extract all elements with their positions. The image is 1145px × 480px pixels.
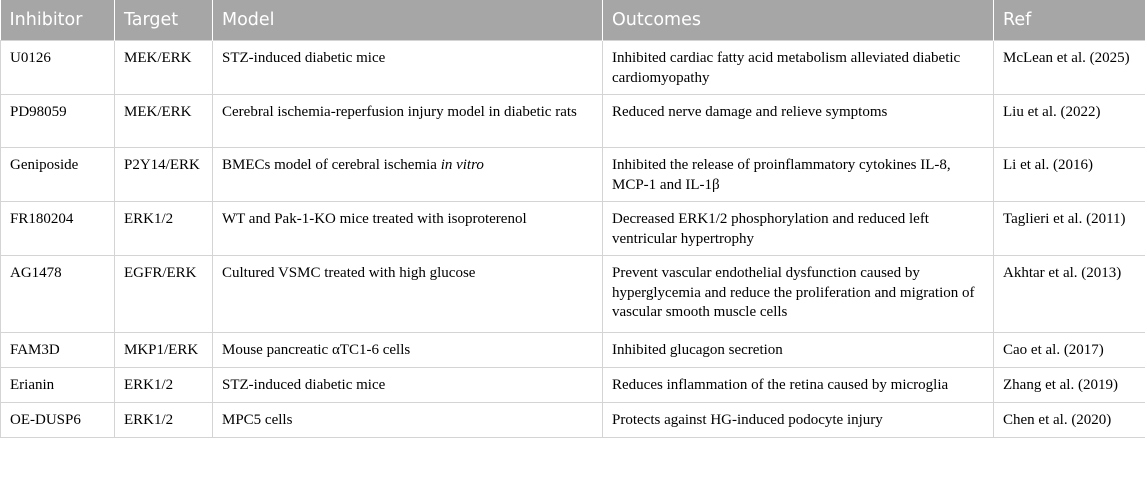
cell-ref: McLean et al. (2025) — [994, 41, 1145, 95]
cell-target: ERK1/2 — [115, 368, 213, 403]
cell-target: EGFR/ERK — [115, 256, 213, 333]
table-body — [1, 41, 1145, 438]
cell-ref: Chen et al. (2020) — [994, 403, 1145, 438]
header-ref: Ref — [994, 0, 1145, 41]
model-italic-text: in vitro — [440, 157, 484, 173]
table-row — [1, 256, 1145, 333]
cell-model: STZ-induced diabetic mice — [213, 41, 603, 95]
table-row — [1, 95, 1145, 148]
cell-outcomes: Reduced nerve damage and relieve symptoms — [603, 95, 994, 148]
cell-target: MEK/ERK — [115, 41, 213, 95]
header-row — [1, 0, 1145, 41]
table-row — [1, 148, 1145, 202]
table-row — [1, 41, 1145, 95]
cell-model: Cerebral ischemia-reperfusion injury model in diabetic rats — [213, 95, 603, 148]
cell-target: MKP1/ERK — [115, 333, 213, 368]
table-row — [1, 202, 1145, 256]
header-outcomes: Outcomes — [603, 0, 994, 41]
cell-inhibitor: OE-DUSP6 — [1, 403, 115, 438]
cell-target: P2Y14/ERK — [115, 148, 213, 202]
cell-ref: Li et al. (2016) — [994, 148, 1145, 202]
cell-outcomes: Prevent vascular endothelial dysfunction caused by hyperglycemia and reduce the proliferation and migration of vascular smooth muscle cells — [603, 256, 994, 333]
table-row — [1, 333, 1145, 368]
cell-outcomes: Inhibited glucagon secretion — [603, 333, 994, 368]
cell-target: MEK/ERK — [115, 95, 213, 148]
header-target: Target — [115, 0, 213, 41]
cell-model: STZ-induced diabetic mice — [213, 368, 603, 403]
cell-model: Cultured VSMC treated with high glucose — [213, 256, 603, 333]
cell-outcomes: Protects against HG-induced podocyte injury — [603, 403, 994, 438]
table-row — [1, 403, 1145, 438]
cell-inhibitor: PD98059 — [1, 95, 115, 148]
model-text: BMECs model of cerebral ischemia — [222, 157, 441, 173]
cell-ref: Liu et al. (2022) — [994, 95, 1145, 148]
cell-model: WT and Pak-1-KO mice treated with isoproterenol — [213, 202, 603, 256]
header-inhibitor: Inhibitor — [1, 0, 115, 41]
cell-model: Mouse pancreatic αTC1-6 cells — [213, 333, 603, 368]
cell-target: ERK1/2 — [115, 202, 213, 256]
cell-target: ERK1/2 — [115, 403, 213, 438]
cell-ref: Taglieri et al. (2011) — [994, 202, 1145, 256]
cell-outcomes: Inhibited the release of proinflammatory cytokines IL-8, MCP-1 and IL-1β — [603, 148, 994, 202]
cell-outcomes: Reduces inflammation of the retina caused by microglia — [603, 368, 994, 403]
cell-ref: Zhang et al. (2019) — [994, 368, 1145, 403]
cell-ref: Cao et al. (2017) — [994, 333, 1145, 368]
table-row — [1, 368, 1145, 403]
header-model: Model — [213, 0, 603, 41]
cell-model: MPC5 cells — [213, 403, 603, 438]
cell-inhibitor: FR180204 — [1, 202, 115, 256]
table-header — [1, 0, 1145, 41]
cell-inhibitor: Geniposide — [1, 148, 115, 202]
cell-inhibitor: FAM3D — [1, 333, 115, 368]
cell-outcomes: Inhibited cardiac fatty acid metabolism alleviated diabetic cardiomyopathy — [603, 41, 994, 95]
cell-ref: Akhtar et al. (2013) — [994, 256, 1145, 333]
cell-inhibitor: U0126 — [1, 41, 115, 95]
cell-outcomes: Decreased ERK1/2 phosphorylation and reduced left ventricular hypertrophy — [603, 202, 994, 256]
cell-inhibitor: Erianin — [1, 368, 115, 403]
cell-model — [213, 148, 603, 202]
cell-inhibitor: AG1478 — [1, 256, 115, 333]
